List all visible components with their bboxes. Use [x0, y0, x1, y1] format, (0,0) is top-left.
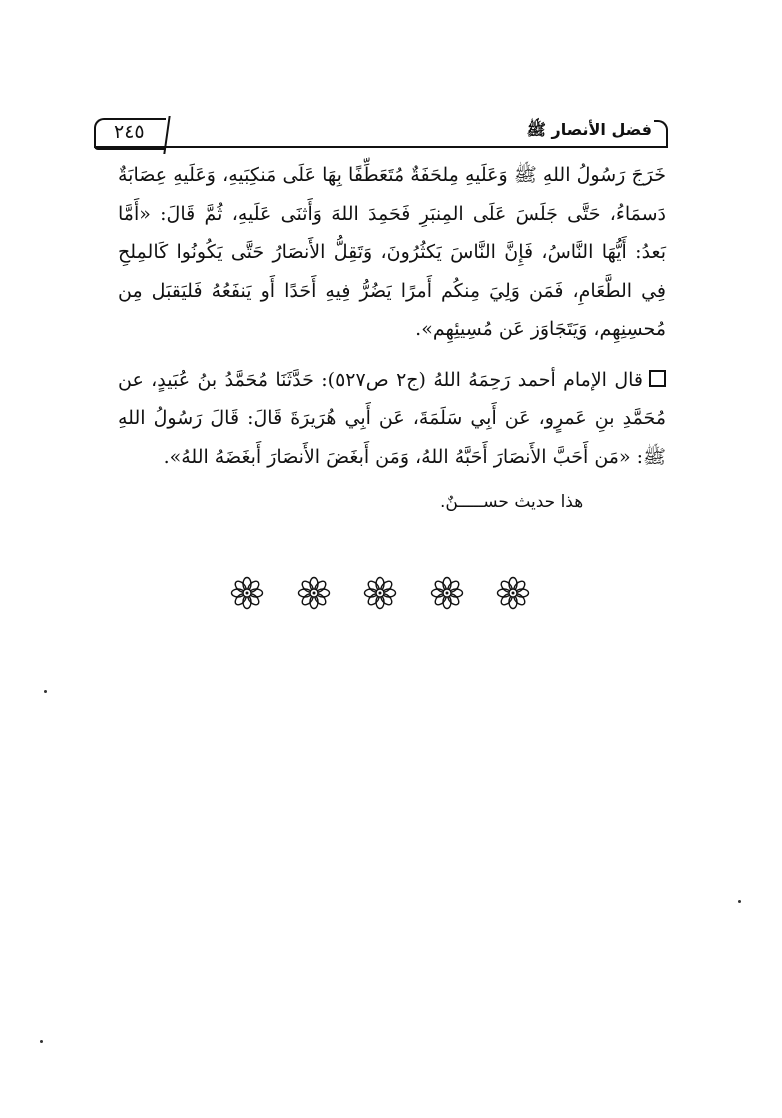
flower-ornament-icon	[363, 576, 397, 610]
chapter-title: فضل الأنصار ﷺ	[526, 120, 652, 139]
hadith-text-2-content: قال الإمام أحمد رَحِمَهُ اللهُ (ج٢ ص٥٢٧): حَدَّثَنَا مُحَمَّدُ بنُ عُبَيدٍ، عن مُحَمَّدِ بنِ عَمرٍو، عَن أَبِي سَلَمَةَ، عَن أَبِي هُرَيرَةَ قَالَ: قَالَ رَسُولُ اللهِ ﷺ: «مَن أَحَبَّ الأَنصَارَ أَحَبَّهُ اللهُ، وَمَن أَبغَضَ الأَنصَارَ أَبغَضَهُ اللهُ».	[118, 368, 666, 468]
square-marker-icon	[649, 370, 666, 387]
header-cap	[654, 120, 668, 148]
flower-ornament-icon	[230, 576, 264, 610]
flower-ornament-icon	[496, 576, 530, 610]
scan-speck	[40, 1040, 43, 1043]
flower-ornament-icon	[297, 576, 331, 610]
hadith-text-2	[118, 361, 666, 477]
ornament-row	[230, 576, 530, 612]
hadith-text-1: خَرَجَ رَسُولُ اللهِ ﷺ وَعَلَيهِ مِلحَفَةٌ مُتَعَطِّفًا بِهَا عَلَى مَنكِبَيهِ، وَعَلَيهِ عِصَابَةٌ دَسمَاءُ، حَتَّى جَلَسَ عَلَى المِنبَرِ فَحَمِدَ اللهَ وَأَثنَى عَلَيهِ، ثُمَّ قَالَ: «أَمَّا بَعدُ: أَيُّهَا النَّاسُ، فَإِنَّ النَّاسَ يَكثُرُونَ، وَتَقِلُّ الأَنصَارُ حَتَّى يَكُونُوا كَالمِلحِ فِي الطَّعَامِ، فَمَن وَلِيَ مِنكُم أَمرًا يَضُرُّ فِيهِ أَحَدًا أَو يَنفَعُهُ فَليَقبَل مِن مُحسِنِهِم، وَيَتَجَاوَز عَن مُسِيئِهِم».	[118, 164, 666, 340]
flower-ornament-icon	[430, 576, 464, 610]
page-number: ٢٤٥	[114, 121, 145, 143]
running-header	[94, 118, 666, 150]
scan-speck	[44, 690, 47, 693]
page-number-frame	[94, 118, 166, 150]
body-text	[118, 156, 666, 476]
hadith-grade: هذا حديث حســـــنٌ.	[440, 492, 584, 512]
scan-speck	[738, 900, 741, 903]
header-rule	[94, 146, 666, 148]
